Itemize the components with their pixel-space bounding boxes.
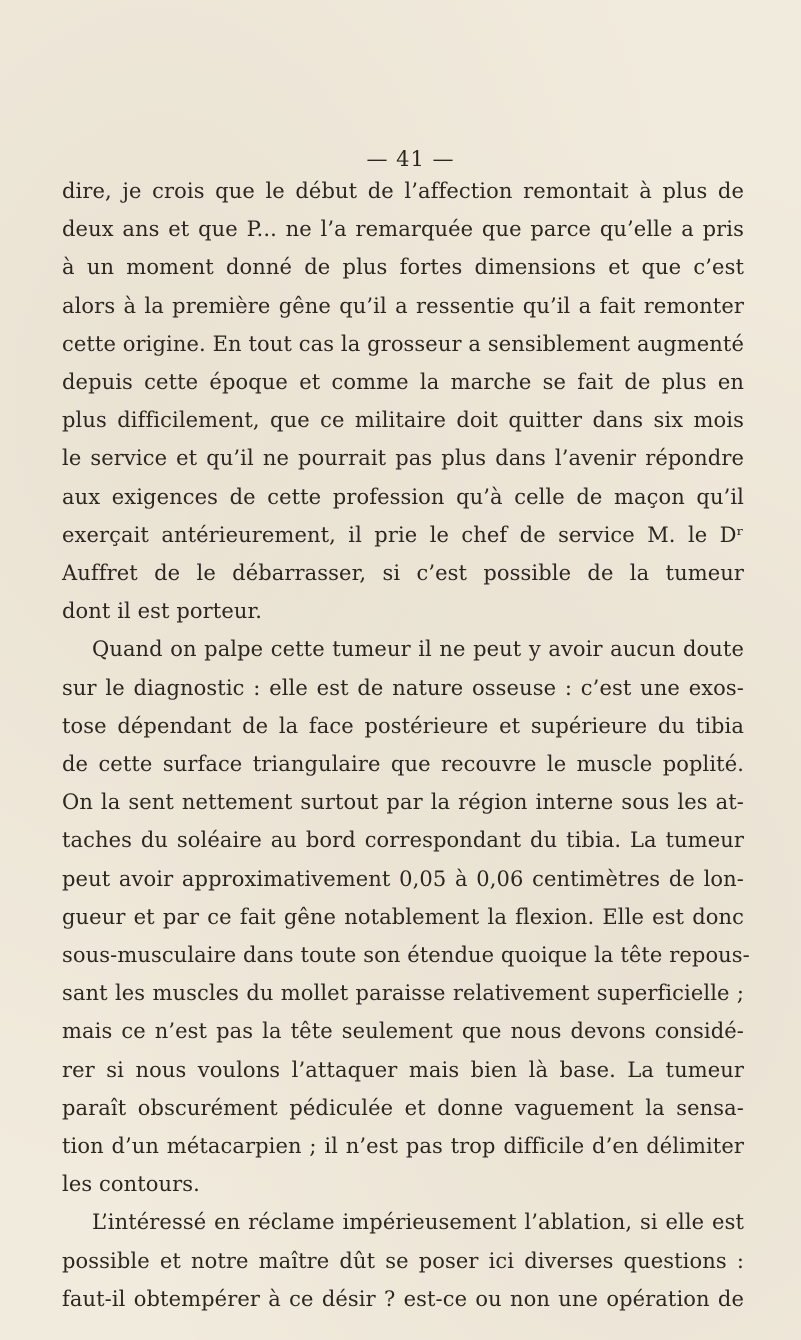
text-line: à un moment donné de plus fortes dimensions et que c’est [62,255,744,280]
text-line: les contours. [62,1172,200,1197]
text-line: depuis cette époque et comme la marche se fait de plus en [62,370,744,395]
text-line: tose dépendant de la face postérieure et supérieure du tibia [62,713,744,738]
text-line: gueur et par ce fait gêne notablement la flexion. Elle est donc [62,904,744,929]
text-line: L’intéressé en réclame impérieusement l’ablation, si elle est [92,1210,744,1235]
text-line: mais ce n’est pas la tête seulement que nous devons considé- [62,1019,744,1044]
text-line: deux ans et que P... ne l’a remarquée que parce qu’elle a pris [62,217,744,242]
text-line: taches du soléaire au bord correspondant du tibia. La tumeur [62,828,744,853]
text-line: alors à la première gêne qu’il a ressentie qu’il a fait remonter [62,293,744,318]
text-line: paraît obscurément pédiculée et donne vaguement la sensa- [62,1095,744,1120]
paragraph-2 [62,630,750,1203]
text-line: dire, je crois que le début de l’affection remontait à plus de [62,179,744,203]
text-line: dont il est porteur. [62,599,263,624]
text-line: sur le diagnostic : elle est de nature osseuse : c’est une exos- [62,675,744,700]
text-line: aux exigences de cette profession qu’à celle de maçon qu’il [62,484,744,509]
text-line: peut avoir approximativement 0,05 à 0,06 centimètres de lon- [62,866,744,891]
text-line: cette origine. En tout cas la grosseur a sensiblement augmenté [62,331,744,356]
paragraph-1 [62,172,744,630]
text-line: faut-il obtempérer à ce désir ? est-ce ou non une opération de [62,1286,744,1311]
text-line: sous-musculaire dans toute son étendue quoique la tête repous- [62,943,750,968]
text-line: tion d’un métacarpien ; il n’est pas trop difficile d’en délimiter [62,1134,744,1159]
text-line: On la sent nettement surtout par la région interne sous les at- [62,790,744,815]
text-line: exerçait antérieurement, il prie le chef de service M. le Dʳ [62,522,744,547]
text-line: plus difficilement, que ce militaire doit quitter dans six mois [62,408,744,433]
text-line: le service et qu’il ne pourrait pas plus dans l’avenir répondre [62,446,744,471]
text-line: Auffret de le débarrasser, si c’est possible de la tumeur [62,561,744,586]
body-text [62,172,750,1318]
text-line: possible et notre maître dût se poser ici diverses questions : [62,1248,744,1273]
page-number: — 41 — [366,147,455,171]
text-line: Quand on palpe cette tumeur il ne peut y avoir aucun doute [92,637,744,662]
text-line: rer si nous voulons l’attaquer mais bien là base. La tumeur [62,1057,744,1082]
paragraph-3 [62,1203,744,1318]
text-line: sant les muscles du mollet paraisse relativement superficielle ; [62,981,744,1006]
text-line: de cette surface triangulaire que recouvre le muscle poplité. [62,752,744,777]
